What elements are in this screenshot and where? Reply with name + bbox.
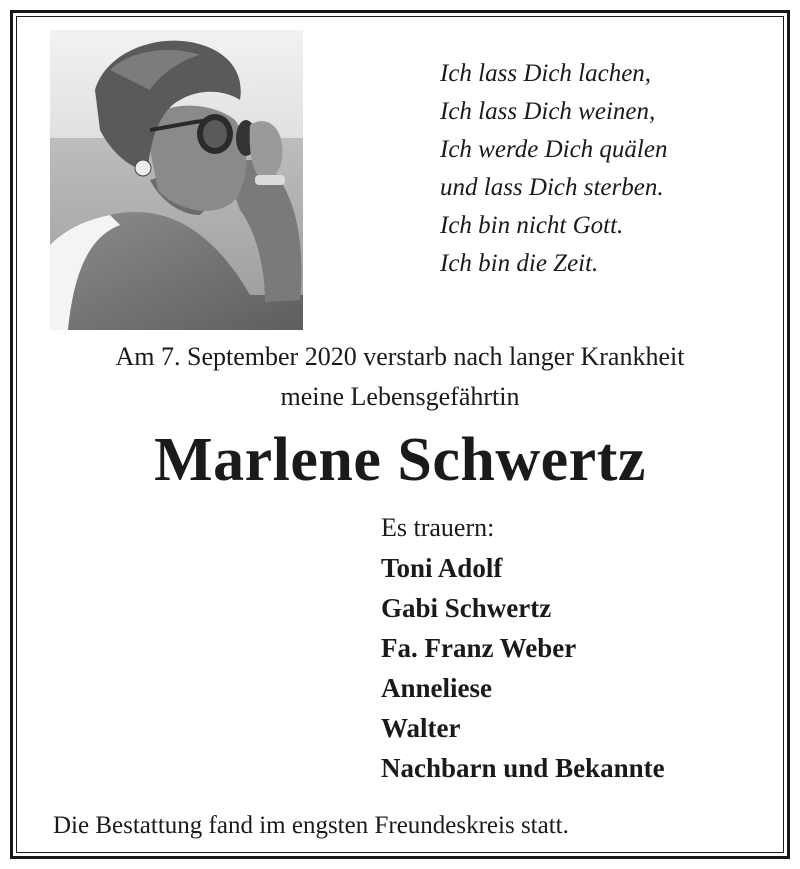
poem-line: Ich bin nicht Gott. [440, 212, 624, 239]
poem-line: Ich lass Dich weinen, [440, 98, 656, 125]
deceased-name: Marlene Schwertz [154, 426, 646, 494]
funeral-note: Die Bestattung fand im engsten Freundeskreis statt. [53, 812, 569, 839]
mourner-name: Fa. Franz Weber [381, 633, 577, 663]
mourners-list [381, 508, 781, 788]
portrait-photo [50, 30, 303, 330]
mourner-name: Gabi Schwertz [381, 593, 552, 623]
poem-line: Ich lass Dich lachen, [440, 60, 652, 87]
mourner-name: Walter [381, 713, 461, 743]
poem-line: und lass Dich sterben. [440, 174, 664, 201]
poem [440, 55, 760, 283]
announcement-line-2: meine Lebensgefährtin [280, 382, 520, 411]
poem-line: Ich bin die Zeit. [440, 250, 599, 277]
announcement-line-1: Am 7. September 2020 verstarb nach langer Krankheit [115, 342, 685, 371]
mourner-name: Anneliese [381, 673, 492, 703]
mourners-label: Es trauern: [381, 513, 495, 542]
mourner-name: Nachbarn und Bekannte [381, 753, 665, 783]
poem-line: Ich werde Dich quälen [440, 136, 668, 163]
mourner-name: Toni Adolf [381, 553, 503, 583]
death-announcement [0, 337, 800, 417]
